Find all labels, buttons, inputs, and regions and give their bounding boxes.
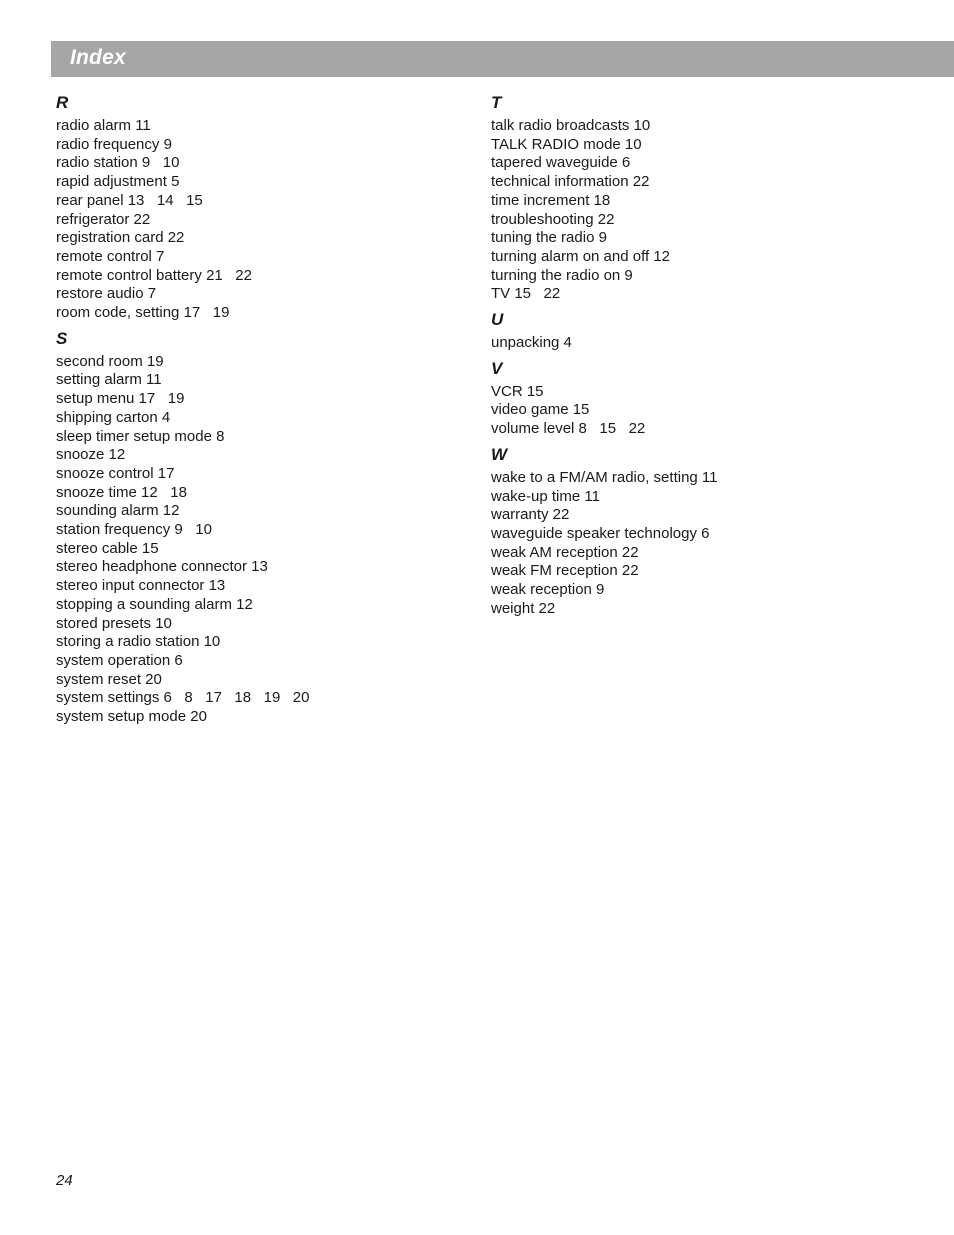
index-entry: snooze control 17 [56, 464, 175, 482]
index-entry: stored presets 10 [56, 614, 172, 632]
index-entry: sleep timer setup mode 8 [56, 427, 225, 445]
index-entry: snooze 12 [56, 446, 126, 464]
index-entry: storing a radio station 10 [56, 633, 221, 651]
index-entry: second room 19 [56, 352, 164, 370]
index-entry: sounding alarm 12 [56, 502, 180, 520]
index-column-right [491, 92, 931, 618]
index-entry: talk radio broadcasts 10 [491, 117, 651, 134]
section-letter-heading: R [56, 93, 69, 112]
index-section-u [491, 309, 931, 353]
index-entry: registration card 22 [56, 229, 185, 247]
section-letter-heading: W [491, 444, 508, 464]
index-entry: troubleshooting 22 [491, 210, 615, 228]
index-entry: wake to a FM/AM radio, setting 11 [491, 468, 718, 486]
index-entry: room code, setting 17 19 [56, 304, 230, 322]
index-entry: waveguide speaker technology 6 [491, 524, 710, 542]
section-letter-heading: U [491, 310, 504, 330]
index-entry: TV 15 22 [491, 285, 561, 303]
index-entry: remote control 7 [56, 247, 165, 265]
index-entry: unpacking 4 [491, 334, 572, 352]
index-entry: volume level 8 15 22 [491, 420, 646, 438]
index-entry: tapered waveguide 6 [491, 154, 631, 172]
section-letter-heading: V [491, 358, 503, 378]
index-entry: rapid adjustment 5 [56, 173, 180, 191]
index-entry: weak reception 9 [491, 581, 605, 599]
section-letter-heading: T [491, 93, 502, 112]
index-entry: refrigerator 22 [56, 210, 151, 228]
index-entry: radio alarm 11 [56, 117, 151, 134]
index-entry: system setup mode 20 [56, 708, 207, 726]
index-entry: TALK RADIO mode 10 [491, 135, 642, 153]
index-entry: weight 22 [491, 599, 556, 617]
index-entry: snooze time 12 18 [56, 483, 187, 501]
index-entry: turning the radio on 9 [491, 266, 633, 284]
index-entry: weak AM reception 22 [491, 543, 639, 561]
index-entry: video game 15 [491, 401, 590, 419]
index-entry: restore audio 7 [56, 285, 157, 303]
index-entry: technical information 22 [491, 173, 650, 191]
section-letter-heading: S [56, 328, 68, 348]
index-entry: VCR 15 [491, 382, 544, 400]
index-entry: stereo input connector 13 [56, 577, 226, 595]
index-entry: setting alarm 11 [56, 371, 162, 389]
index-entry: remote control battery 21 22 [56, 266, 252, 284]
index-entry: tuning the radio 9 [491, 229, 607, 247]
index-entry: weak FM reception 22 [491, 562, 639, 580]
index-column-left [56, 92, 456, 727]
index-section-w [491, 444, 931, 619]
index-section-r [56, 92, 456, 323]
index-entry: warranty 22 [491, 506, 570, 524]
index-entry: radio station 9 10 [56, 154, 180, 172]
index-entry: rear panel 13 14 15 [56, 191, 203, 209]
index-entry: station frequency 9 10 [56, 521, 212, 539]
index-section-s [56, 328, 456, 727]
index-entry: system settings 6 8 17 18 19 20 [56, 689, 310, 707]
index-header-bar [51, 41, 954, 77]
index-entry: stereo cable 15 [56, 539, 159, 557]
index-entry: wake-up time 11 [491, 487, 600, 505]
index-entry: shipping carton 4 [56, 408, 171, 426]
index-entry: stereo headphone connector 13 [56, 558, 268, 576]
index-section-v [491, 358, 931, 439]
index-entry: system reset 20 [56, 670, 162, 688]
index-entry: time increment 18 [491, 191, 611, 209]
index-entry: stopping a sounding alarm 12 [56, 595, 253, 613]
index-entry: turning alarm on and off 12 [491, 247, 671, 265]
index-entry: system operation 6 [56, 651, 183, 669]
page-title: Index [70, 46, 126, 69]
index-entry: radio frequency 9 [56, 135, 172, 153]
index-entry: setup menu 17 19 [56, 390, 185, 408]
index-section-t [491, 92, 931, 304]
page-number: 24 [56, 1172, 73, 1189]
